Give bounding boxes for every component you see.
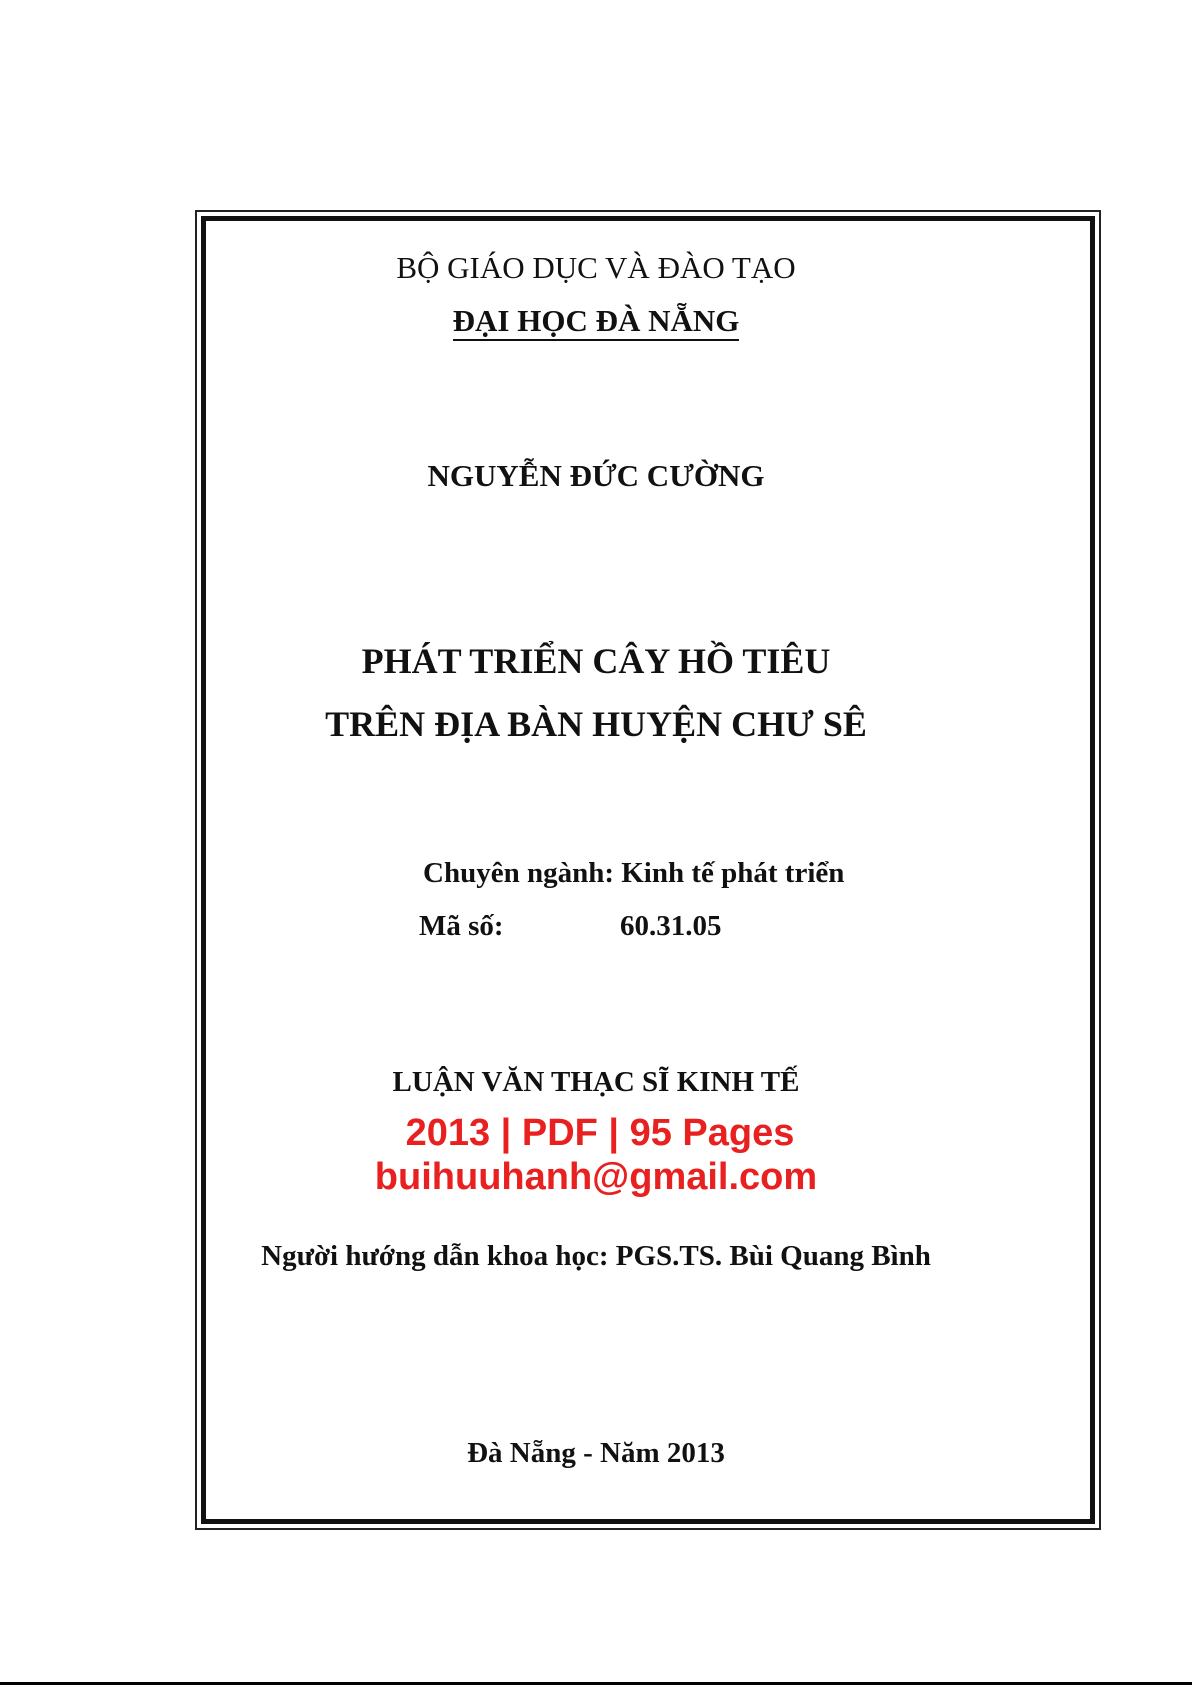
place-year: Đà Nẵng - Năm 2013 — [467, 1437, 725, 1469]
code-label: Mã số: — [419, 910, 504, 942]
advisor: Người hướng dẫn khoa học: PGS.TS. Bùi Quang Bình — [261, 1240, 931, 1272]
university-name — [0, 303, 1192, 339]
code-value: 60.31.05 — [620, 910, 722, 942]
university-name-text: ĐẠI HỌC ĐÀ NẴNG — [453, 303, 740, 341]
author-name: NGUYỄN ĐỨC CƯỜNG — [427, 458, 765, 493]
thesis-type: LUẬN VĂN THẠC SĨ KINH TẾ — [392, 1066, 800, 1098]
thesis-title-line-2: TRÊN ĐỊA BÀN HUYỆN CHƯ SÊ — [325, 704, 867, 744]
thesis-title-line-1: PHÁT TRIỂN CÂY HỒ TIÊU — [361, 641, 831, 681]
major: Chuyên ngành: Kinh tế phát triển — [423, 857, 845, 889]
ministry-name: BỘ GIÁO DỤC VÀ ĐÀO TẠO — [396, 250, 796, 285]
overlay-email: buihuuhanh@gmail.com — [374, 1156, 818, 1198]
overlay-info: 2013 | PDF | 95 Pages — [405, 1112, 795, 1154]
